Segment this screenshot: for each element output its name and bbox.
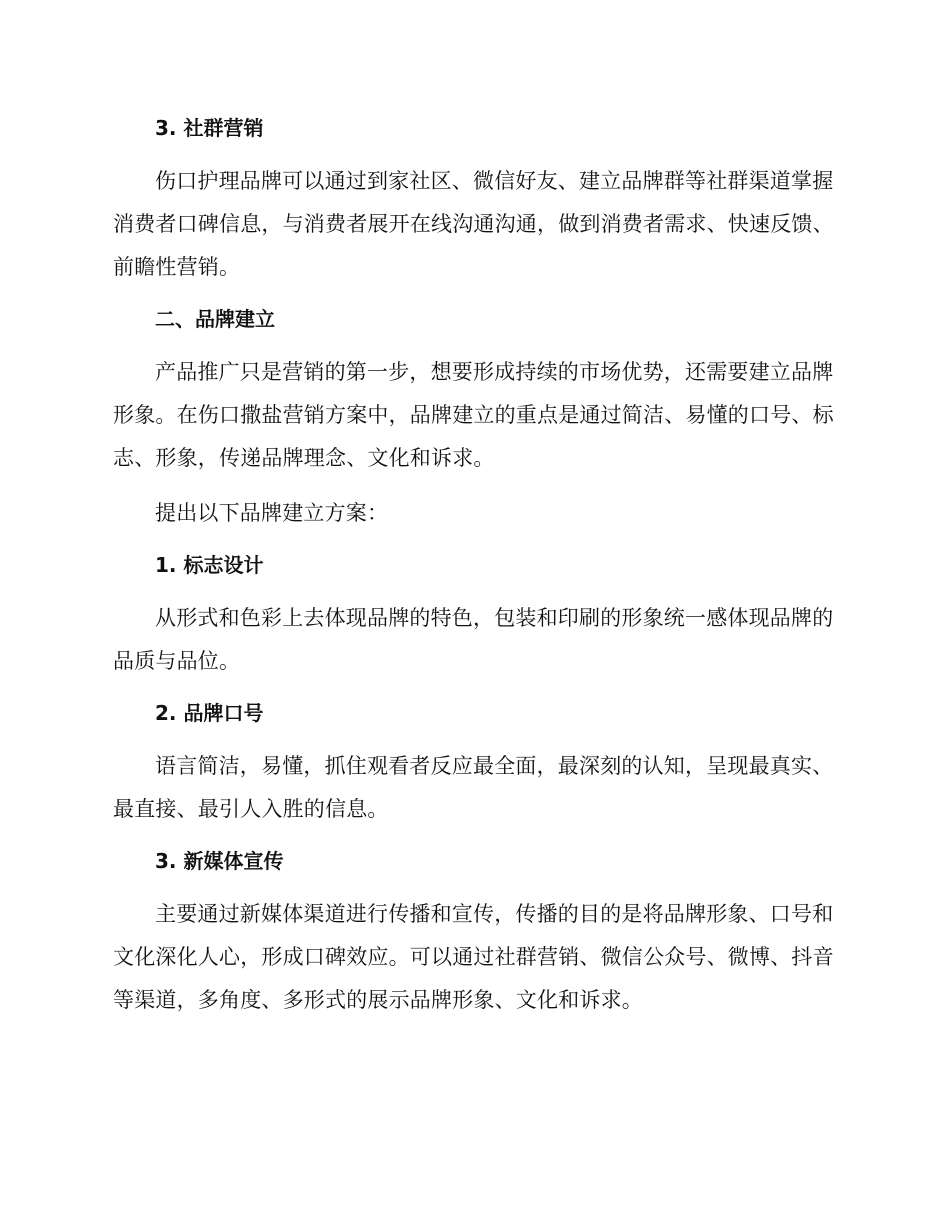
section-heading-brand-slogan: 2. 品牌口号 <box>155 701 264 725</box>
paragraph-new-media: 主要通过新媒体渠道进行传播和宣传，传播的目的是将品牌形象、口号和文化深化人心，形成口碑效应。可以通过社群营销、微信公众号、微博、抖音等渠道，多角度、多形式的展示品牌形象、文化和诉求。 <box>113 902 834 1012</box>
section-heading-logo-design: 1. 标志设计 <box>155 553 264 577</box>
document-body <box>113 110 835 1034</box>
paragraph-community-marketing: 伤口护理品牌可以通过到家社区、微信好友、建立品牌群等社群渠道掌握消费者口碑信息，与消费者展开在线沟通沟通，做到消费者需求、快速反馈、前瞻性营销。 <box>113 169 834 279</box>
paragraph-logo-design: 从形式和色彩上去体现品牌的特色，包装和印刷的形象统一感体现品牌的品质与品位。 <box>113 606 834 673</box>
section-heading-brand-building: 二、品牌建立 <box>155 307 275 331</box>
section-heading-community-marketing: 3. 社群营销 <box>155 116 264 140</box>
section-heading-new-media: 3. 新媒体宣传 <box>155 849 284 873</box>
paragraph-brand-building-intro: 产品推广只是营销的第一步，想要形成持续的市场优势，还需要建立品牌形象。在伤口撒盐营销方案中，品牌建立的重点是通过简洁、易懂的口号、标志、形象，传递品牌理念、文化和诉求。 <box>113 360 834 470</box>
paragraph-brand-plan-lead: 提出以下品牌建立方案： <box>155 501 389 525</box>
paragraph-brand-slogan: 语言简洁，易懂，抓住观看者反应最全面，最深刻的认知，呈现最真实、最直接、最引人入胜的信息。 <box>113 754 834 821</box>
